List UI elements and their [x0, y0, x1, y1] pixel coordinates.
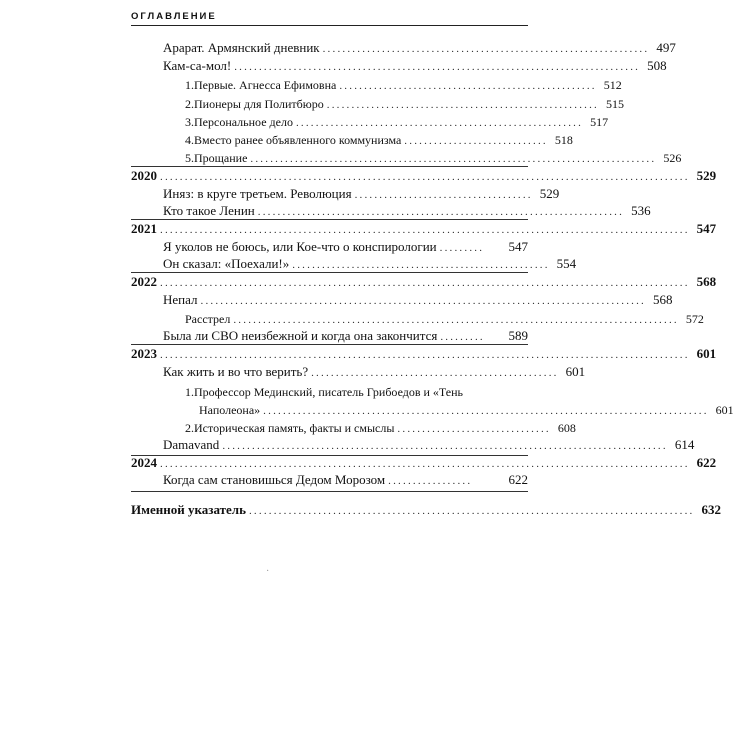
entry-title: Прощание: [194, 151, 248, 165]
scan-speck: ·: [266, 566, 270, 577]
entry-page: 536: [631, 203, 651, 218]
entry-page: 632: [701, 502, 721, 517]
entry-title: Расстрел: [185, 312, 231, 326]
leader-dots: ....................................................: [292, 259, 550, 271]
leader-dots: ...........................................................................................................: [160, 349, 690, 361]
entry-page: 508: [647, 58, 667, 73]
entry-title: Когда сам становишься Дедом Морозом: [163, 472, 386, 487]
page-header: ОГЛАВЛЕНИЕ: [131, 11, 217, 22]
leader-dots: ..........................................................................................: [248, 505, 695, 517]
entry-title: Персональное дело: [194, 115, 293, 129]
entry-title: Кто такое Ленин: [163, 203, 255, 218]
entry-title: Как жить и во что верить?: [163, 364, 309, 379]
entry-page: 547: [508, 239, 528, 254]
leader-dots: .................: [388, 475, 473, 487]
leader-dots: ...........................................................................................................: [160, 458, 690, 470]
leader-dots: ...........................................................................................................: [160, 277, 690, 289]
section-divider: [131, 272, 528, 273]
leader-dots: ...........................................................................................................: [160, 224, 690, 236]
toc-year-2021[interactable]: [131, 221, 717, 238]
leader-dots: ..........................................................................: [257, 206, 625, 218]
section-divider: [131, 219, 528, 220]
entry-page: 589: [508, 328, 528, 343]
leader-dots: ....................................: [354, 189, 533, 201]
toc-entry-kamsamol[interactable]: [163, 58, 667, 75]
entry-page: 601: [715, 403, 734, 417]
entry-page: 568: [696, 274, 717, 289]
entry-title: Первые. Агнесса Ефимовна: [194, 78, 337, 92]
toc-year-2024[interactable]: [131, 455, 717, 472]
entry-page: 547: [696, 221, 717, 236]
entry-title: Арарат. Армянский дневник: [163, 40, 320, 55]
leader-dots: ..........................................................................................: [200, 295, 646, 307]
entry-title: 2020: [131, 168, 157, 183]
entry-title: Он сказал: «Поехали!»: [163, 256, 290, 271]
leader-dots: ...........................................................................................................: [160, 171, 690, 183]
entry-number: 2.: [185, 421, 194, 435]
toc-entry-inyaz[interactable]: [163, 186, 560, 203]
toc-subentry-medinsky-line2[interactable]: [199, 402, 734, 419]
toc-entry-ded-moroz[interactable]: [163, 472, 528, 489]
leader-dots: ..................................................: [311, 367, 559, 379]
entry-title: Иняз: в круге третьем. Революция: [163, 186, 352, 201]
entry-page: 622: [508, 472, 528, 487]
toc-subentry-pamyat[interactable]: [185, 420, 576, 437]
toc-subentry-1[interactable]: [185, 77, 622, 94]
toc-subentry-5[interactable]: [185, 150, 682, 167]
leader-dots: .........: [439, 242, 485, 254]
leader-dots: ....................................................: [339, 80, 597, 92]
entry-number: 1.: [185, 385, 194, 399]
leader-dots: ..........................................................................................: [263, 405, 709, 417]
entry-number: 3.: [185, 115, 194, 129]
entry-number: 2.: [185, 97, 194, 111]
entry-title: Damavand: [163, 437, 220, 452]
toc-entry-rasstrel[interactable]: [185, 311, 704, 328]
entry-page: 529: [696, 168, 717, 183]
entry-title: Историческая память, факты и смыслы: [194, 421, 395, 435]
toc-entry-poekhali[interactable]: [163, 256, 577, 273]
entry-page: 572: [685, 312, 704, 326]
toc-subentry-4[interactable]: [185, 132, 573, 149]
leader-dots: ..........................................................................................: [222, 440, 668, 452]
toc-entry-damavand[interactable]: [163, 437, 695, 454]
entry-page: 601: [565, 364, 586, 379]
entry-page: 568: [653, 292, 673, 307]
toc-year-2023[interactable]: [131, 346, 717, 363]
entry-title: 2021: [131, 221, 157, 236]
section-divider: [131, 491, 528, 492]
entry-page: 601: [696, 346, 717, 361]
entry-title: Вместо ранее объявленного коммунизма: [194, 133, 402, 147]
leader-dots: .........: [440, 331, 485, 343]
section-divider: [131, 344, 528, 345]
entry-title: Кам-са-мол!: [163, 58, 232, 73]
entry-page: 529: [539, 186, 560, 201]
entry-title: Профессор Мединский, писатель Грибоедов и «Тень: [194, 385, 464, 399]
toc-entry-nepal[interactable]: [163, 292, 673, 309]
entry-title: 2022: [131, 274, 157, 289]
toc-entry-ukolov[interactable]: [163, 239, 528, 256]
entry-page: 515: [606, 97, 624, 111]
entry-title: Именной указатель: [131, 502, 246, 517]
entry-page: 614: [674, 437, 695, 452]
toc-entry-svo[interactable]: [163, 328, 528, 345]
entry-title: 2024: [131, 455, 157, 470]
toc-entry-kak-zhit[interactable]: [163, 364, 586, 381]
leader-dots: ..................................................................................: [250, 153, 657, 165]
entry-number: 4.: [185, 133, 194, 147]
leader-dots: .......................................................: [326, 99, 599, 111]
entry-page: 554: [556, 256, 577, 271]
entry-page: 608: [557, 421, 576, 435]
entry-title: Непал: [163, 292, 198, 307]
header-rule: [131, 25, 528, 26]
entry-page: 526: [663, 151, 682, 165]
toc-subentry-3[interactable]: [185, 114, 609, 131]
toc-subentry-medinsky-line1[interactable]: [185, 384, 463, 400]
toc-entry-name-index[interactable]: [131, 502, 721, 519]
leader-dots: ...............................: [397, 423, 551, 435]
entry-title: Пионеры для Политбюро: [194, 97, 324, 111]
toc-entry-lenin[interactable]: [163, 203, 651, 220]
entry-number: 5.: [185, 151, 194, 165]
leader-dots: ..........................................................: [295, 117, 584, 129]
entry-title: Была ли СВО неизбежной и когда она закончится: [163, 328, 438, 343]
leader-dots: ..................................................................................: [234, 61, 641, 73]
toc-year-2020[interactable]: [131, 168, 717, 185]
toc-year-2022[interactable]: [131, 274, 717, 291]
entry-page: 518: [554, 133, 573, 147]
entry-page: 497: [656, 40, 676, 55]
toc-entry-ararat[interactable]: [163, 40, 676, 57]
entry-title: Я уколов не боюсь, или Кое-что о конспирологии: [163, 239, 437, 254]
entry-title: 2023: [131, 346, 157, 361]
entry-page: 622: [696, 455, 717, 470]
section-divider: [131, 166, 528, 167]
entry-page: 517: [590, 115, 609, 129]
leader-dots: ..................................................................: [322, 43, 650, 55]
entry-number: 1.: [185, 78, 194, 92]
leader-dots: .............................: [404, 135, 548, 147]
toc-subentry-2[interactable]: [185, 96, 624, 113]
leader-dots: ..........................................................................................: [233, 314, 679, 326]
entry-title-continuation: Наполеона»: [199, 403, 261, 417]
entry-page: 512: [603, 78, 622, 92]
